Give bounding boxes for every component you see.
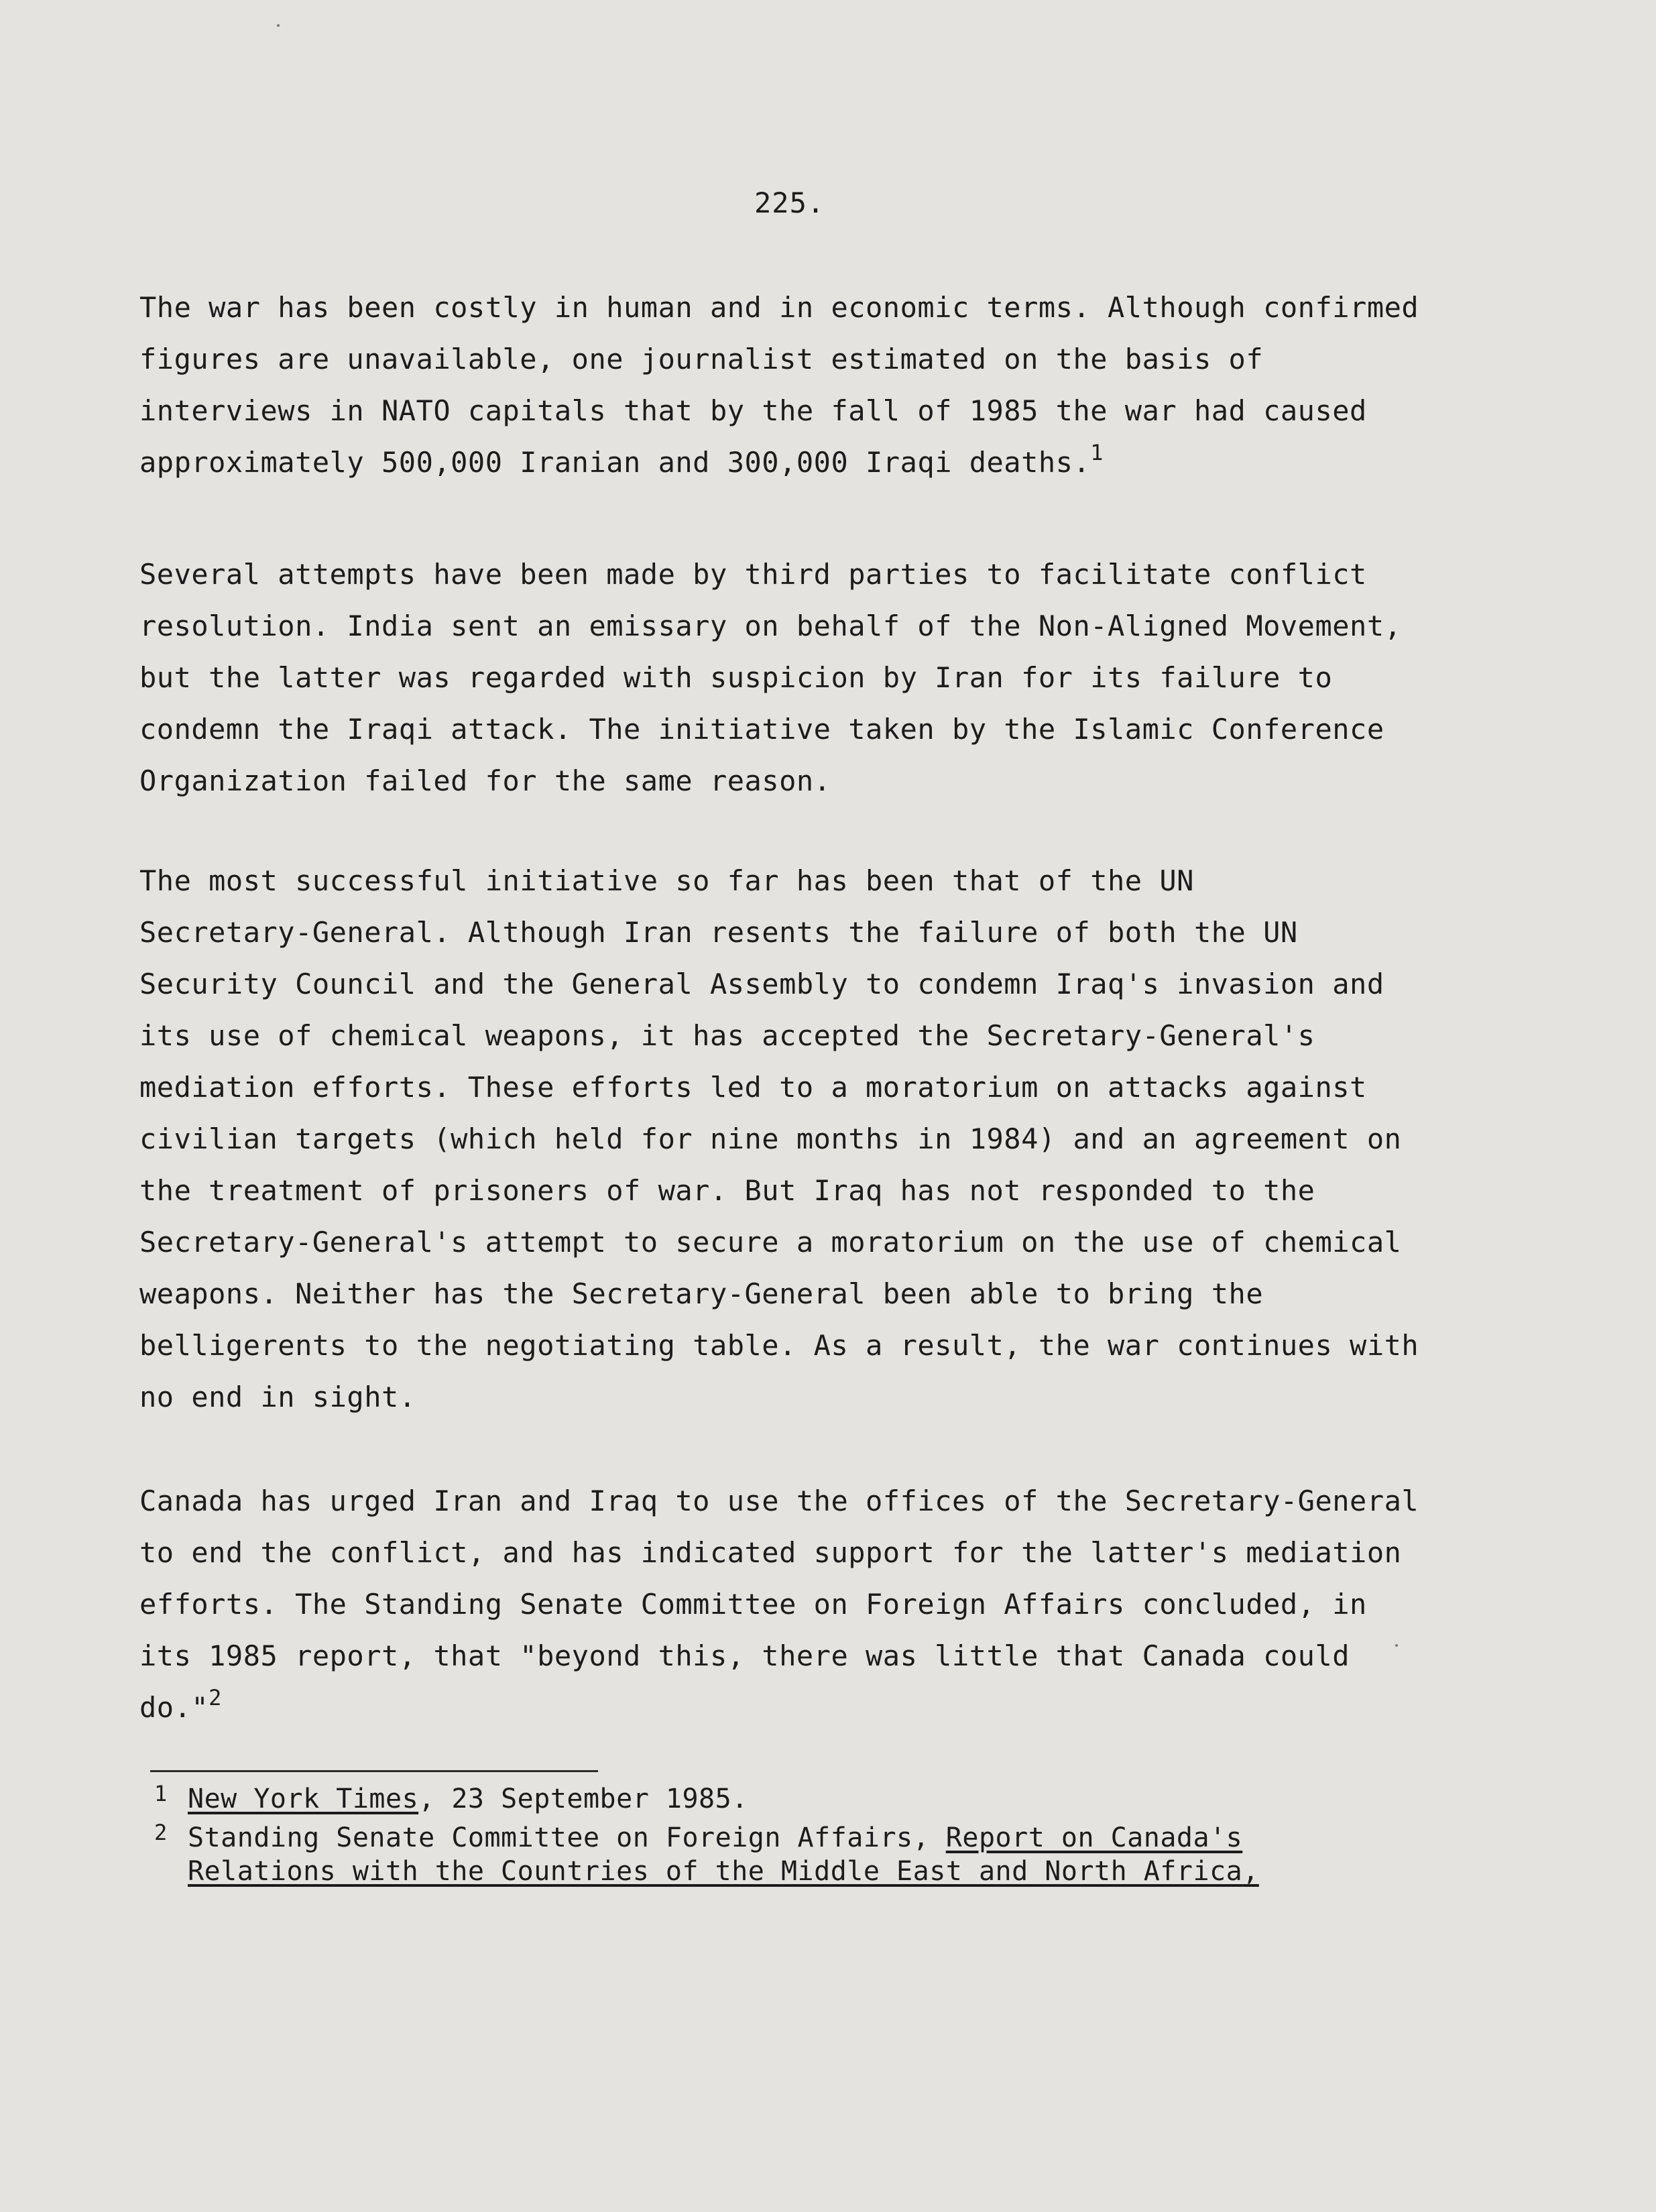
footnote-2-continued xyxy=(154,1855,1259,1888)
text-line: efforts. The Standing Senate Committee on Foreign Affairs concluded, in xyxy=(139,1588,1367,1621)
paragraph-un-initiative xyxy=(139,855,1480,1423)
text-line: Canada has urged Iran and Iraq to use the offices of the Secretary-General xyxy=(139,1485,1419,1517)
footnote-mark: 1 xyxy=(154,1781,168,1806)
text-line: no end in sight. xyxy=(139,1381,416,1413)
text-line: resolution. India sent an emissary on behalf of the Non-Aligned Movement, xyxy=(139,609,1402,642)
text-line: The war has been costly in human and in economic terms. Although confirmed xyxy=(139,291,1419,324)
text-line: the treatment of prisoners of war. But Iraq has not responded to the xyxy=(139,1174,1315,1207)
page-number: 225. xyxy=(754,186,825,219)
text-line: mediation efforts. These efforts led to a moratorium on attacks against xyxy=(139,1071,1367,1104)
text-line: civilian targets (which held for nine months in 1984) and an agreement on xyxy=(139,1122,1402,1155)
paper-speck xyxy=(1395,1644,1398,1647)
paper-speck xyxy=(277,24,280,27)
text-line: belligerents to the negotiating table. As a result, the war continues with xyxy=(139,1329,1419,1362)
text-line: Secretary-General. Although Iran resents the failure of both the UN xyxy=(139,916,1298,949)
footnote-1 xyxy=(154,1777,1259,1816)
footnote-reference: 2 xyxy=(209,1685,222,1710)
footnote-text: , xyxy=(1242,1856,1259,1887)
paragraph-third-parties xyxy=(139,548,1480,807)
paragraph-war-cost xyxy=(139,282,1480,488)
paragraph-canada-position xyxy=(139,1475,1480,1733)
text-line: weapons. Neither has the Secretary-General been able to bring the xyxy=(139,1277,1264,1310)
text-line: The most successful initiative so far has been that of the UN xyxy=(139,864,1194,897)
text-line: Security Council and the General Assembly to condemn Iraq's invasion and xyxy=(139,968,1384,1000)
footnote-divider xyxy=(150,1770,598,1772)
text-line-content: approximately 500,000 Iranian and 300,000 Iraqi deaths. xyxy=(139,446,1091,479)
text-line: to end the conflict, and has indicated support for the latter's mediation xyxy=(139,1536,1402,1569)
text-line: Several attempts have been made by third parties to facilitate conflict xyxy=(139,558,1367,591)
footnote-reference: 1 xyxy=(1090,440,1104,465)
text-line: condemn the Iraqi attack. The initiative taken by the Islamic Conference xyxy=(139,713,1384,746)
footnote-source-title: Relations with the Countries of the Middle East and North Africa xyxy=(188,1856,1243,1887)
footnote-2 xyxy=(154,1816,1259,1855)
footnotes xyxy=(154,1777,1259,1888)
text-line-content: do." xyxy=(139,1691,209,1724)
text-line: its 1985 report, that "beyond this, there was little that Canada could xyxy=(139,1639,1350,1672)
text-line: interviews in NATO capitals that by the fall of 1985 the war had caused xyxy=(139,394,1367,427)
footnote-mark: 2 xyxy=(154,1820,168,1845)
text-line: figures are unavailable, one journalist estimated on the basis of xyxy=(139,343,1264,375)
text-line: but the latter was regarded with suspicion by Iran for its failure to xyxy=(139,661,1333,694)
footnote-source-title: Report on Canada's xyxy=(945,1822,1243,1853)
text-line: Organization failed for the same reason. xyxy=(139,764,831,797)
footnote-source-title: New York Times xyxy=(188,1784,419,1814)
text-line xyxy=(139,1682,1480,1733)
text-line: its use of chemical weapons, it has accepted the Secretary-General's xyxy=(139,1019,1315,1052)
footnote-text: , 23 September 1985. xyxy=(418,1784,748,1814)
text-line xyxy=(139,436,1480,488)
text-line: Secretary-General's attempt to secure a moratorium on the use of chemical xyxy=(139,1226,1402,1259)
footnote-text: Standing Senate Committee on Foreign Affairs, xyxy=(188,1822,946,1853)
